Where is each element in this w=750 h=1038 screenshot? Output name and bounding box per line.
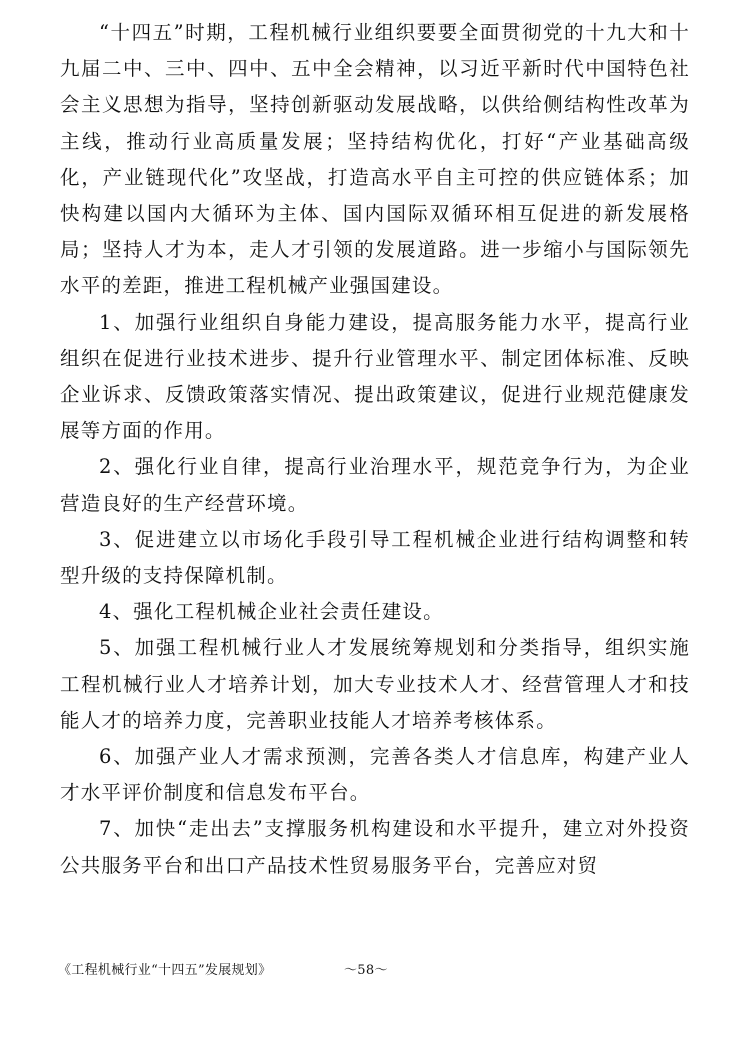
paragraph-item-3: 3、促进建立以市场化手段引导工程机械企业进行结构调整和转型升级的支持保障机制。 — [60, 527, 690, 588]
paragraph-item-4: 4、强化工程机械企业社会责任建设。 — [99, 600, 444, 624]
footer-page-number: ～58～ — [344, 963, 388, 978]
paragraph-item-6: 6、加强产业人才需求预测，完善各类人才信息库，构建产业人才水平评价制度和信息发布平台。 — [60, 745, 690, 805]
paragraph-item-7: 7、加快“走出去”支撑服务机构建设和水平提升，建立对外投资公共服务平台和出口产品技术性贸易服务平台，完善应对贸 — [60, 817, 690, 877]
paragraph-intro: “十四五”时期，工程机械行业组织要要全面贯彻党的十九大和十九届二中、三中、四中、五中全会精神，以习近平新时代中国特色社会主义思想为指导，坚持创新驱动发展战略，以供给侧结构性改革为主线，推动行业高质量发展；坚持结构优化，打好“产业基础高级化，产业链现代化”攻坚战，打造高水平自主可控的供应链体系；加快构建以国内大循环为主体、国内国际双循环相互促进的新发展格局；坚持人才为本，走人才引领的发展道路。进一步缩小与国际领先水平的差距，推进工程机械产业强国建设。 — [60, 21, 690, 298]
paragraph-item-1: 1、加强行业组织自身能力建设，提高服务能力水平，提高行业组织在促进行业技术进步、提升行业管理水平、制定团体标准、反映企业诉求、反馈政策落实情况、提出政策建议，促进行业规范健康发展等方面的作用。 — [60, 310, 690, 443]
paragraph-item-5: 5、加强工程机械行业人才发展统筹规划和分类指导，组织实施工程机械行业人才培养计划，加大专业技术人才、经营管理人才和技能人才的培养力度，完善职业技能人才培养考核体系。 — [60, 636, 690, 732]
paragraph-item-2: 2、强化行业自律，提高行业治理水平，规范竞争行为，为企业营造良好的生产经营环境。 — [60, 455, 690, 515]
footer-document-title: 《工程机械行业“十四五”发展规划》 — [58, 963, 272, 978]
body-text — [60, 15, 690, 884]
